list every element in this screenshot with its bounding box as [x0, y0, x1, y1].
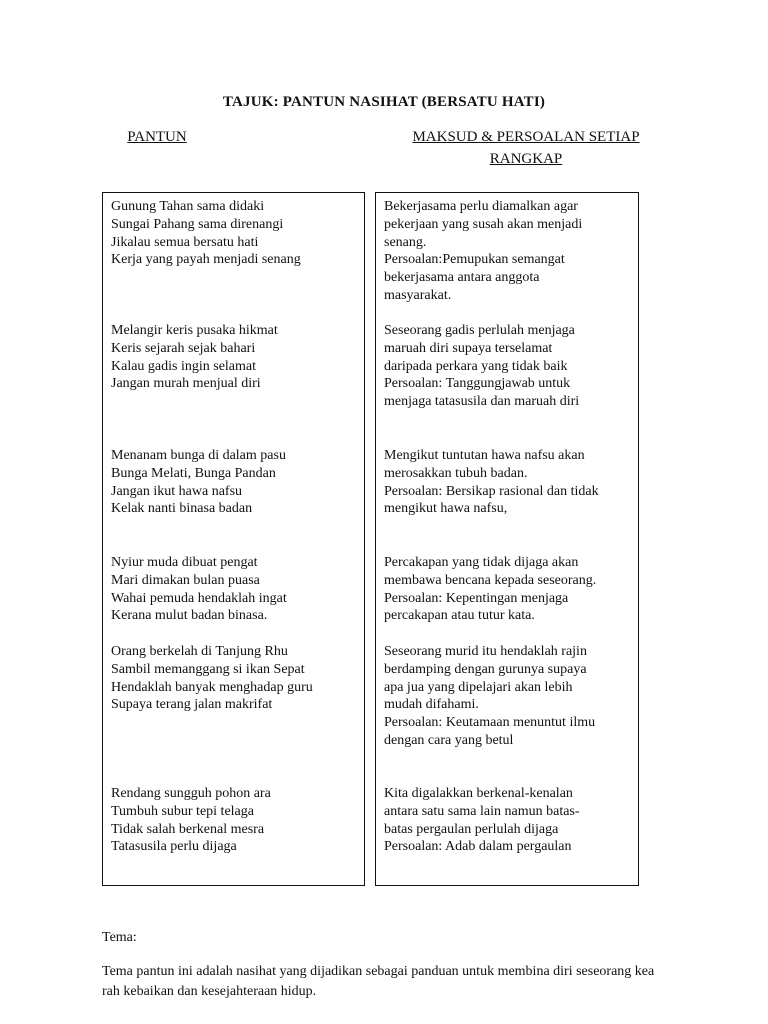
tema-text: Tema pantun ini adalah nasihat yang dijadikan sebagai panduan untuk membina diri seseorang kea rah kebaikan dan kesejahteraan hidup. [102, 964, 655, 999]
pantun-stanza-6: Rendang sungguh pohon ara Tumbuh subur tepi telaga Tidak salah berkenal mesra Tatasusila perlu dijaga [111, 786, 271, 855]
maksud-block-6: Kita digalakkan berkenal-kenalan antara satu sama lain namun batas- batas pergaulan perlulah dijaga Persoalan: Adab dalam pergaulan [384, 786, 580, 855]
tema-label: Tema: [102, 930, 137, 945]
maksud-block-3: Mengikut tuntutan hawa nafsu akan merosakkan tubuh badan. Persoalan: Bersikap rasional dan tidak mengikut hawa nafsu, [384, 448, 599, 517]
pantun-stanza-2: Melangir keris pusaka hikmat Keris sejarah sejak bahari Kalau gadis ingin selamat Jangan murah menjual diri [111, 323, 278, 392]
maksud-block-5: Seseorang murid itu hendaklah rajin berdamping dengan gurunya supaya apa jua yang dipelajari akan lebih mudah difahami. Persoalan: Keutamaan menuntut ilmu dengan cara yang betul [384, 644, 596, 748]
maksud-column-heading: MAKSUD & PERSOALAN SETIAP RANGKAP [412, 129, 640, 167]
pantun-column-heading: PANTUN [127, 129, 187, 145]
document-title: TAJUK: PANTUN NASIHAT (BERSATU HATI) [222, 94, 546, 110]
pantun-stanza-4: Nyiur muda dibuat pengat Mari dimakan bulan puasa Wahai pemuda hendaklah ingat Kerana mulut badan binasa. [111, 555, 287, 624]
pantun-stanza-5: Orang berkelah di Tanjung Rhu Sambil memanggang si ikan Sepat Hendaklah banyak menghadap guru Supaya terang jalan makrifat [111, 644, 313, 713]
pantun-stanza-3: Menanam bunga di dalam pasu Bunga Melati, Bunga Pandan Jangan ikut hawa nafsu Kelak nanti binasa badan [111, 448, 286, 517]
pantun-stanza-1: Gunung Tahan sama didaki Sungai Pahang sama direnangi Jikalau semua bersatu hati Kerja yang payah menjadi senang [111, 199, 301, 268]
maksud-block-4: Percakapan yang tidak dijaga akan membawa bencana kepada seseorang. Persoalan: Kepentingan menjaga percakapan atau tutur kata. [384, 555, 597, 624]
maksud-box [375, 192, 639, 886]
maksud-block-2: Seseorang gadis perlulah menjaga maruah diri supaya terselamat daripada perkara yang tidak baik Persoalan: Tanggungjawab untuk menjaga tatasusila dan maruah diri [384, 323, 580, 410]
pantun-box [102, 192, 365, 886]
maksud-block-1: Bekerjasama perlu diamalkan agar pekerjaan yang susah akan menjadi senang. Persoalan:Pemupukan semangat bekerjasama antara anggota masyarakat. [384, 199, 583, 303]
